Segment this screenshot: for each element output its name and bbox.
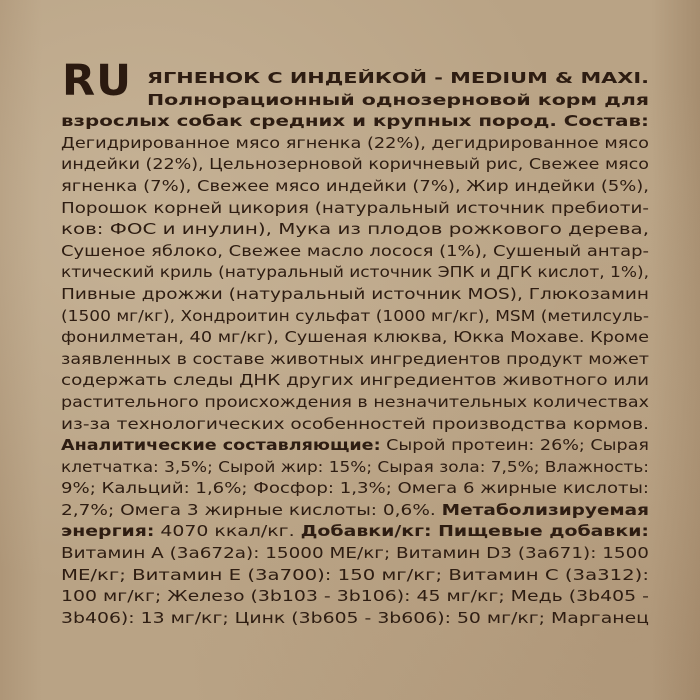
additives-heading: Добавки/кг: Пищевые добавки: xyxy=(300,522,649,541)
analytics-line: клетчатка: 3,5%; Сырой жир: 15%; Сырая зола: 7,5%; Влажность: xyxy=(61,457,649,476)
energy-line xyxy=(61,521,649,543)
composition-line: Порошок корней цикория (натуральный источник пребиоти- xyxy=(61,198,649,217)
disclaimer-line: из-за технологических особенностей производства кормов. xyxy=(61,414,649,433)
product-description-line: Полнорационный однозерновой корм для xyxy=(147,90,649,109)
composition-text-block xyxy=(61,68,649,629)
additives-line: 3b406): 13 мг/кг; Цинк (3b605 - 3b606): 50 мг/кг; Марганец xyxy=(61,608,649,627)
composition-line: ков: ФОС и инулин), Мука из плодов рожкового дерева, xyxy=(61,220,649,239)
product-title: ЯГНЕНОК С ИНДЕЙКОЙ - MEDIUM & MAXI. xyxy=(147,69,649,87)
composition-line: Сушеное яблоко, Свежее масло лосося (1%), Сушеный антар- xyxy=(61,241,649,260)
disclaimer-line: содержать следы ДНК других ингредиентов животного или xyxy=(61,371,649,390)
analytics-value: 2,7%; Омега 3 жирные кислоты: 0,6%. xyxy=(61,500,442,519)
analytics-value: Сырой протеин: 26%; Сырая xyxy=(380,436,649,455)
product-description-line: взрослых собак средних и крупных пород. Состав: xyxy=(61,112,649,131)
language-code: RU xyxy=(62,56,133,106)
additives-line: МЕ/кг; Витамин Е (3а700): 150 мг/кг; Витамин С (3а312): xyxy=(61,565,649,584)
disclaimer-line: заявленных в составе животных ингредиентов продукт может xyxy=(61,349,649,368)
composition-line: Пивные дрожжи (натуральный источник MOS), Глюкозамин xyxy=(61,284,649,303)
disclaimer-line: растительного происхождения в незначительных количествах xyxy=(61,392,649,411)
analytics-line: 9%; Кальций: 1,6%; Фосфор: 1,3%; Омега 6 жирные кислоты: xyxy=(61,479,649,498)
analytics-heading: Аналитические составляющие: xyxy=(61,436,381,455)
composition-line: индейки (22%), Цельнозерновой коричневый рис, Свежее мясо xyxy=(61,155,649,174)
analytics-line xyxy=(61,500,649,522)
composition-line: фонилметан, 40 мг/кг), Сушеная клюква, Юкка Мохаве. Кроме xyxy=(61,328,649,347)
additives-line: 100 мг/кг; Железо (3b103 - 3b106): 45 мг/кг; Медь (3b405 - xyxy=(61,587,649,606)
energy-value: 4070 ккал/кг. xyxy=(154,522,301,541)
energy-heading: энергия: xyxy=(61,522,155,541)
composition-line: Дегидрированное мясо ягненка (22%), дегидрированное мясо xyxy=(61,133,649,152)
analytics-line xyxy=(61,435,649,457)
additives-line: Витамин А (3а672а): 15000 МЕ/кг; Витамин D3 (3а671): 1500 xyxy=(61,544,649,563)
composition-line: ягненка (7%), Свежее мясо индейки (7%), Жир индейки (5%), xyxy=(61,176,649,195)
energy-heading: Метаболизируемая xyxy=(441,500,649,519)
composition-line: ктический криль (натуральный источник ЭПК и ДГК кислот, 1%), xyxy=(61,263,649,282)
composition-line: (1500 мг/кг), Хондроитин сульфат (1000 мг/кг), MSM (метилсуль- xyxy=(61,306,649,325)
